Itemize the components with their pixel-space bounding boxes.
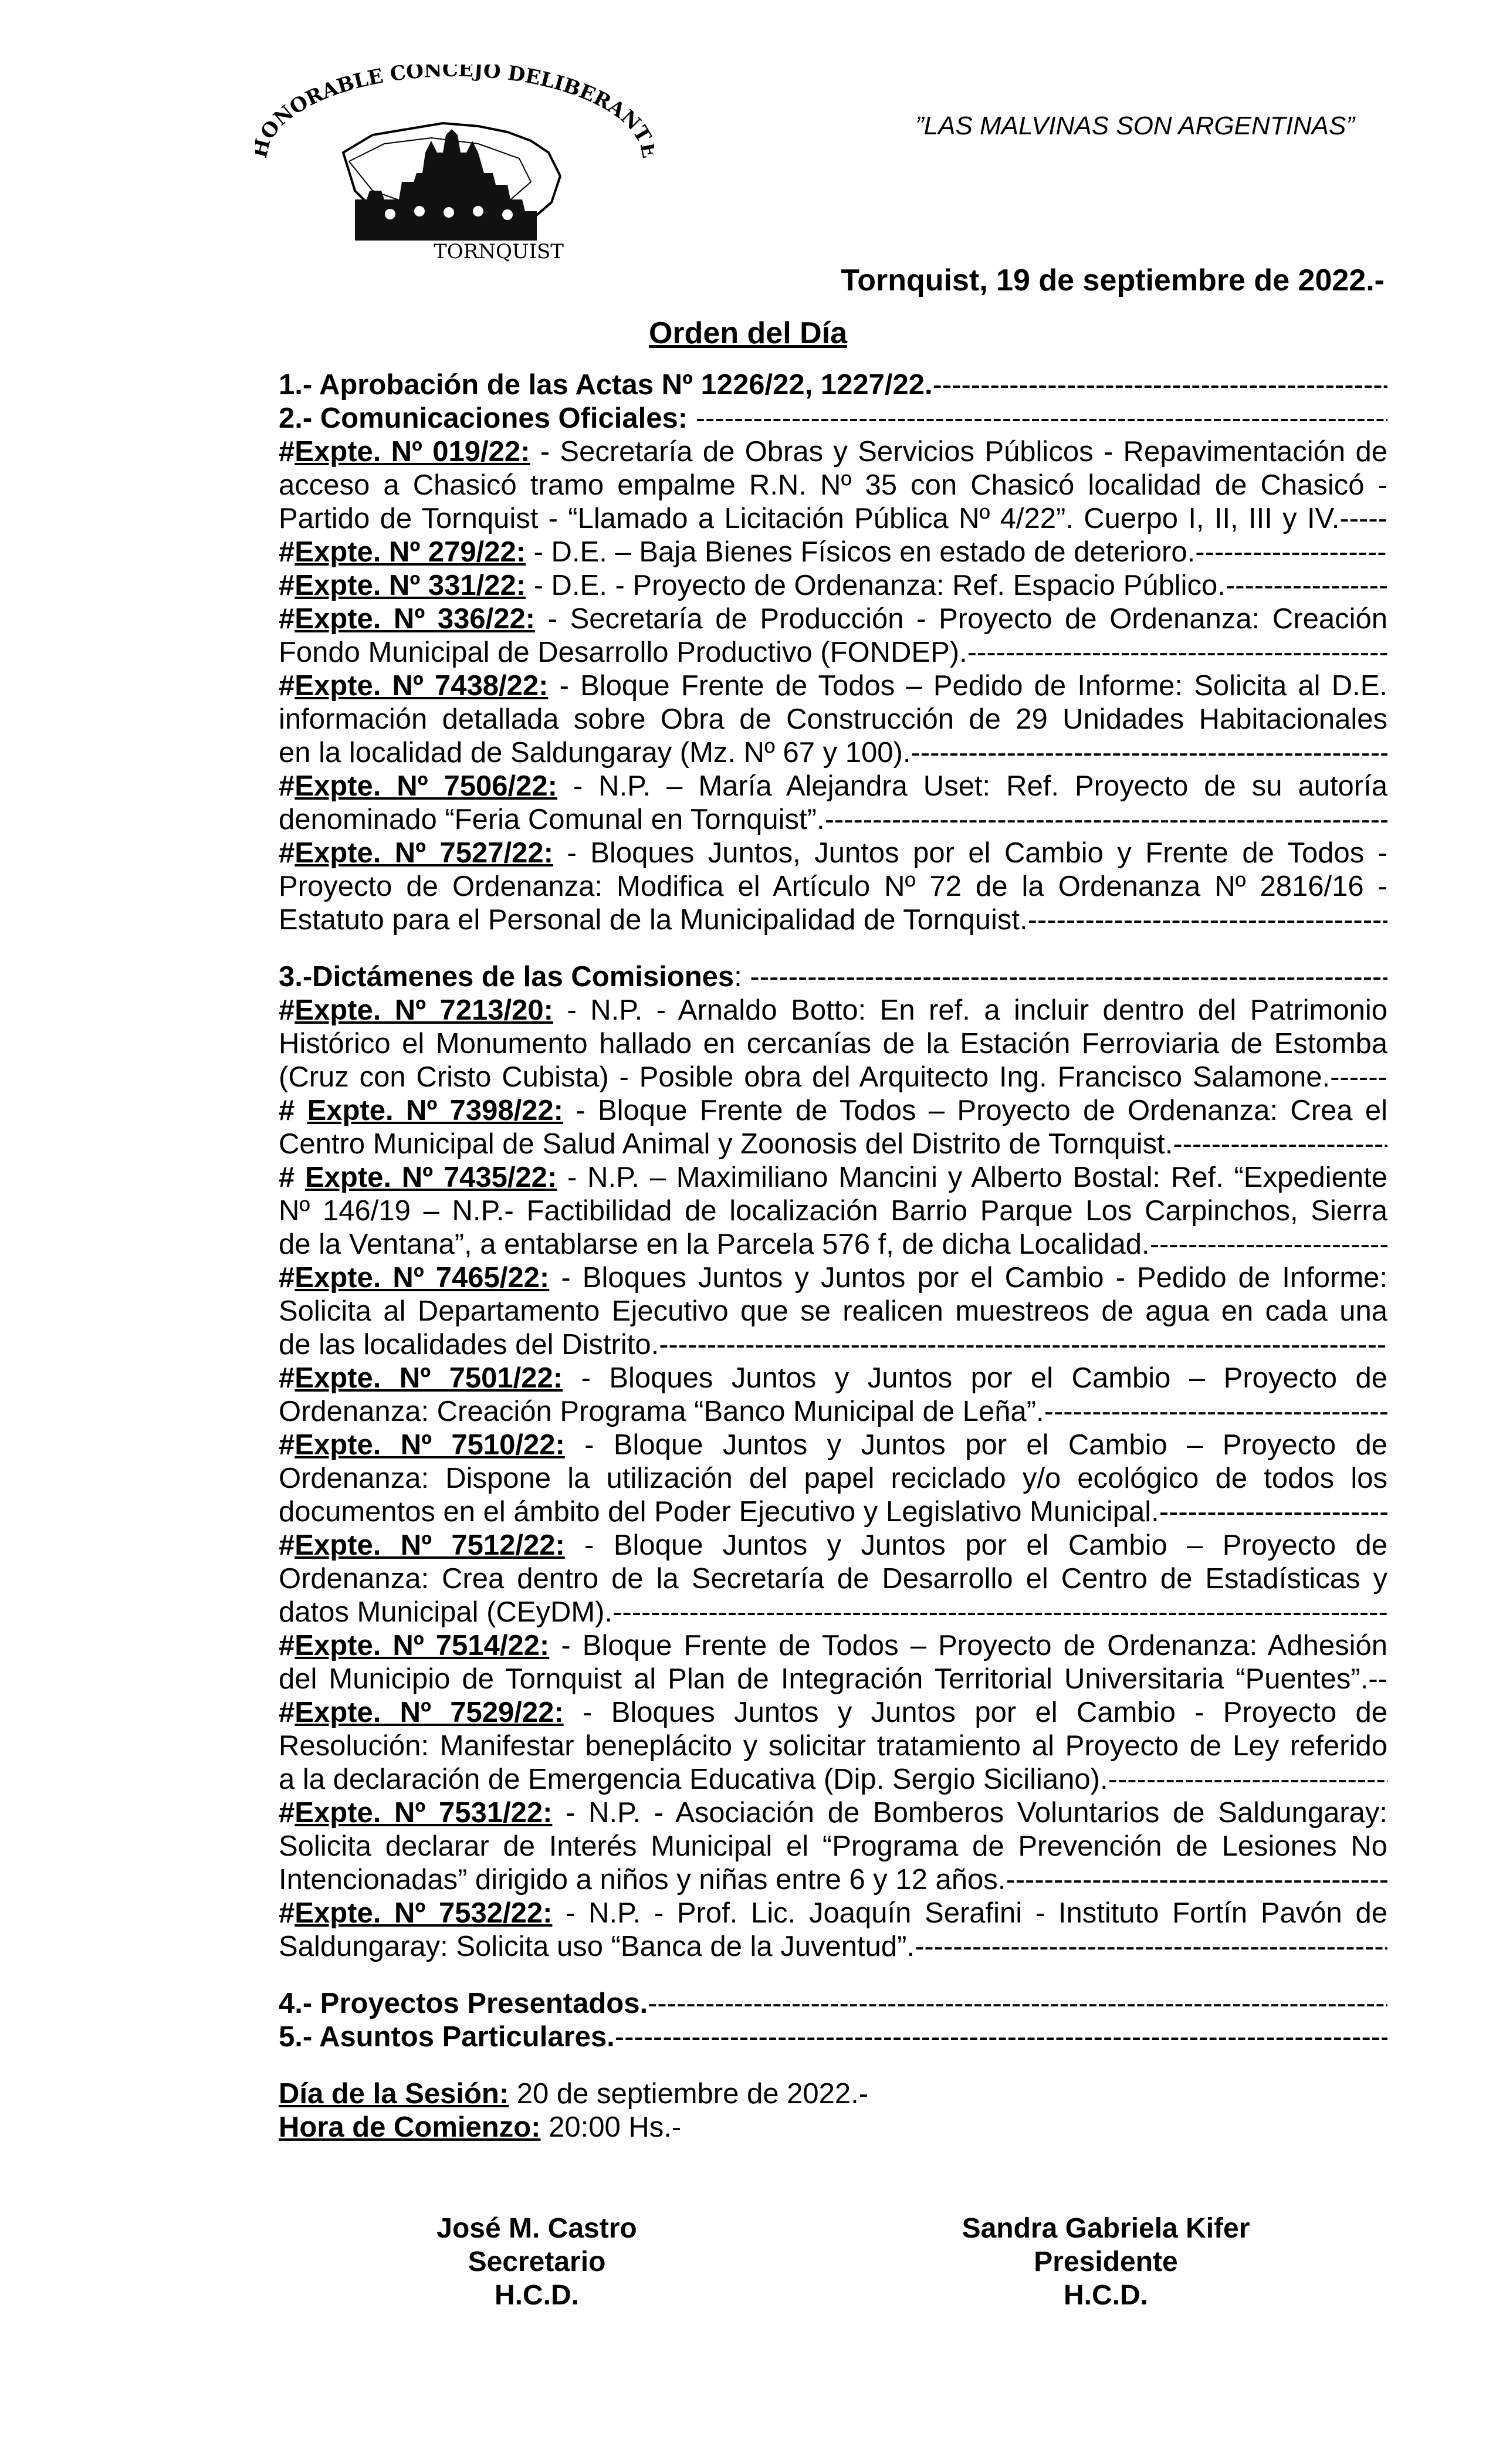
- line-text: datos Municipal (CEyDM).: [279, 1596, 613, 1628]
- agenda-line: [279, 1930, 1387, 1964]
- line-text: #: [279, 670, 295, 702]
- agenda-line: [279, 770, 1387, 803]
- agenda-line: [279, 994, 1387, 1027]
- line-text: 4.- Proyectos Presentados.: [279, 1988, 648, 2019]
- line-text: Ordenanza: Dispone la utilización del papel reciclado y/o ecológico de todos los: [279, 1463, 1387, 1494]
- line-text: de la Ventana”, a entablarse en la Parcela 576 f, de dicha Localidad.: [279, 1228, 1150, 1260]
- signer-body: H.C.D.: [1064, 2280, 1148, 2311]
- agenda-line: [279, 1863, 1387, 1897]
- line-text: :: [734, 961, 750, 993]
- agenda-line: [279, 469, 1387, 502]
- line-text: Ordenanza: Crea dentro de la Secretaría de Desarrollo el Centro de Estadísticas y: [279, 1563, 1387, 1595]
- line-text: - Bloque Frente de Todos – Pedido de Informe: Solicita al D.E.: [548, 670, 1387, 702]
- agenda-line: [279, 1897, 1387, 1930]
- line-text: #: [279, 1262, 295, 1294]
- line-text: #: [279, 994, 295, 1026]
- line-text: acceso a Chasicó tramo empalme R.N. Nº 35 con Chasicó localidad de Chasicó -: [279, 469, 1387, 501]
- agenda-line: [279, 2020, 1387, 2054]
- line-text: Solicita al Departamento Ejecutivo que se realicen muestreos de agua en cada una: [279, 1295, 1387, 1327]
- line-text: Resolución: Manifestar beneplácito y solicitar tratamiento al Proyecto de Ley referido: [279, 1730, 1387, 1762]
- expediente-ref: Día de la Sesión:: [279, 2078, 509, 2110]
- line-text: #: [279, 1897, 295, 1929]
- line-text: del Municipio de Tornquist al Plan de Integración Territorial Universitaria “Puentes”.--: [279, 1663, 1387, 1695]
- line-text: #: [279, 1429, 295, 1461]
- agenda-line: [279, 502, 1387, 536]
- line-text: Estatuto para el Personal de la Municipalidad de Tornquist.: [279, 904, 1028, 936]
- agenda-line: [279, 1429, 1387, 1462]
- line-text: #: [279, 1529, 295, 1561]
- agenda-line: [279, 669, 1387, 703]
- line-text: - Bloques Juntos y Juntos por el Cambio – Proyecto de: [563, 1362, 1387, 1394]
- agenda-line: [279, 2077, 1387, 2111]
- agenda-line: [279, 368, 1387, 402]
- agenda-line: [279, 569, 1387, 603]
- line-text: #: [279, 436, 295, 468]
- signature-secretary: [314, 2212, 760, 2312]
- line-text: 20 de septiembre de 2022.-: [509, 2078, 869, 2110]
- expediente-ref: Expte. Nº 279/22:: [295, 536, 526, 568]
- agenda-body: [279, 368, 1387, 2144]
- line-text: #: [279, 536, 295, 568]
- expediente-ref: Expte. Nº 7435/22:: [305, 1162, 557, 1193]
- line-text: - N.P. - Asociación de Bomberos Voluntarios de Saldungaray:: [552, 1797, 1387, 1829]
- line-text: #: [279, 1630, 295, 1661]
- expediente-ref: Hora de Comienzo:: [279, 2111, 541, 2143]
- expediente-ref: Expte. Nº 7213/20:: [295, 994, 553, 1026]
- agenda-line: [279, 2111, 1387, 2144]
- agenda-line: [279, 1295, 1387, 1328]
- agenda-line: [279, 636, 1387, 669]
- expediente-ref: Expte. Nº 7465/22:: [295, 1262, 550, 1294]
- line-text: 20:00 Hs.-: [540, 2111, 682, 2143]
- signer-body: H.C.D.: [495, 2280, 579, 2311]
- motto: ”LAS MALVINAS SON ARGENTINAS”: [915, 111, 1355, 140]
- line-text: #: [279, 603, 295, 635]
- line-text: Fondo Municipal de Desarrollo Productivo (FONDEP).: [279, 637, 967, 668]
- expediente-ref: Expte. Nº 7438/22:: [295, 670, 549, 702]
- agenda-line: [279, 803, 1387, 837]
- line-text: denominado “Feria Comunal en Tornquist”.: [279, 804, 825, 835]
- agenda-line: [279, 1596, 1387, 1629]
- line-text: 3.-Dictámenes de las Comisiones: [279, 961, 735, 993]
- line-text: - D.E. – Baja Bienes Físicos en estado de deterioro.: [526, 536, 1196, 568]
- expediente-ref: Expte. Nº 336/22:: [295, 603, 536, 635]
- line-text: #: [279, 837, 295, 869]
- expediente-ref: Expte. Nº 7398/22:: [307, 1095, 564, 1126]
- line-text: - Bloques Juntos y Juntos por el Cambio - Pedido de Informe:: [549, 1262, 1387, 1294]
- line-text: - Bloque Juntos y Juntos por el Cambio – Proyecto de: [564, 1429, 1387, 1461]
- signer-name: José M. Castro: [436, 2213, 637, 2244]
- line-text: de las localidades del Distrito.: [279, 1329, 659, 1360]
- agenda-line: [279, 1061, 1387, 1094]
- expediente-ref: Expte. Nº 7506/22:: [295, 770, 557, 802]
- document-title: Orden del Día: [648, 316, 848, 350]
- line-text: - Bloque Frente de Todos – Proyecto de Ordenanza: Crea el: [563, 1095, 1387, 1126]
- line-text: #: [279, 770, 295, 802]
- agenda-line: [279, 1629, 1387, 1663]
- line-text: #: [279, 1162, 305, 1193]
- agenda-line: [279, 435, 1387, 469]
- line-text: - D.E. - Proyecto de Ordenanza: Ref. Espacio Público.: [526, 570, 1226, 601]
- section-gap: [279, 1964, 1387, 1987]
- line-text: en la localidad de Saldungaray (Mz. Nº 67 y 100).: [279, 737, 911, 769]
- agenda-line: [279, 903, 1387, 937]
- agenda-line: [279, 870, 1387, 903]
- line-text: (Cruz con Cristo Cubista) - Posible obra del Arquitecto Ing. Francisco Salamone.------: [279, 1061, 1387, 1093]
- line-text: Proyecto de Ordenanza: Modifica el Artículo Nº 72 de la Ordenanza Nº 2816/16 -: [279, 871, 1387, 902]
- signer-role: Presidente: [1034, 2246, 1178, 2277]
- line-text: #: [279, 1362, 295, 1394]
- agenda-line: [279, 603, 1387, 636]
- agenda-line: [279, 1529, 1387, 1562]
- agenda-line: [279, 1830, 1387, 1863]
- expediente-ref: Expte. Nº 019/22:: [295, 436, 530, 468]
- agenda-line: [279, 1094, 1387, 1128]
- line-text: a la declaración de Emergencia Educativa (Dip. Sergio Siciliano).: [279, 1764, 1108, 1795]
- agenda-line: [279, 1128, 1387, 1161]
- line-text: #: [279, 570, 295, 601]
- agenda-line: [279, 1194, 1387, 1228]
- agenda-line: [279, 1362, 1387, 1395]
- line-text: documentos en el ámbito del Poder Ejecutivo y Legislativo Municipal.: [279, 1496, 1159, 1528]
- expediente-ref: Expte. Nº 7512/22:: [295, 1529, 565, 1561]
- expediente-ref: Expte. Nº 331/22:: [295, 570, 526, 601]
- expediente-ref: Expte. Nº 7514/22:: [295, 1630, 550, 1661]
- line-text: 2.- Comunicaciones Oficiales:: [279, 402, 688, 434]
- line-text: - Bloques Juntos, Juntos por el Cambio y Frente de Todos -: [553, 837, 1387, 869]
- line-text: - Bloque Juntos y Juntos por el Cambio – Proyecto de: [564, 1529, 1387, 1561]
- agenda-line: [279, 402, 1387, 435]
- agenda-line: [279, 1796, 1387, 1830]
- agenda-line: [279, 1696, 1387, 1729]
- agenda-line: [279, 736, 1387, 770]
- agenda-line: [279, 1161, 1387, 1194]
- line-text: #: [279, 1697, 295, 1728]
- line-text: - N.P. - Arnaldo Botto: En ref. a incluir dentro del Patrimonio: [553, 994, 1387, 1026]
- line-text: Centro Municipal de Salud Animal y Zoonosis del Distrito de Tornquist.: [279, 1128, 1173, 1160]
- line-text: Nº 146/19 – N.P.- Factibilidad de localización Barrio Parque Los Carpinchos, Sierra: [279, 1195, 1387, 1227]
- line-text: información detallada sobre Obra de Construcción de 29 Unidades Habitacionales: [279, 703, 1387, 735]
- line-text: Solicita declarar de Interés Municipal el “Programa de Prevención de Lesiones No: [279, 1830, 1387, 1862]
- agenda-line: [279, 1328, 1387, 1362]
- signature-president: [883, 2212, 1329, 2312]
- line-text: - Secretaría de Producción - Proyecto de Ordenanza: Creación: [535, 603, 1387, 635]
- line-text: - Bloques Juntos y Juntos por el Cambio - Proyecto de: [563, 1697, 1387, 1728]
- agenda-line: [279, 1395, 1387, 1429]
- agenda-line: [279, 536, 1387, 569]
- line-text: 1.- Aprobación de las Actas Nº 1226/22, 1227/22.: [279, 369, 933, 401]
- agenda-line: [279, 703, 1387, 736]
- expediente-ref: Expte. Nº 7527/22:: [295, 837, 553, 869]
- agenda-line: [279, 1495, 1387, 1529]
- line-text: Saldungaray: Solicita uso “Banca de la Juventud”.: [279, 1931, 915, 1962]
- document-date: Tornquist, 19 de septiembre de 2022.-: [841, 263, 1385, 297]
- agenda-line: [279, 1763, 1387, 1796]
- signer-role: Secretario: [468, 2246, 606, 2277]
- section-gap: [279, 2054, 1387, 2077]
- line-text: - N.P. - Prof. Lic. Joaquín Serafini - Instituto Fortín Pavón de: [552, 1897, 1387, 1929]
- expediente-ref: Expte. Nº 7532/22:: [295, 1897, 553, 1929]
- logo-arc-text: ONORABLE CONCEJO DELIBERANT: [256, 65, 654, 147]
- agenda-line: [279, 1663, 1387, 1696]
- council-logo: [255, 65, 654, 270]
- line-text: - N.P. – Maximiliano Mancini y Alberto Bostal: Ref. “Expediente: [557, 1162, 1387, 1193]
- line-text: - Bloque Frente de Todos – Proyecto de Ordenanza: Adhesión: [549, 1630, 1387, 1661]
- expediente-ref: Expte. Nº 7501/22:: [295, 1362, 563, 1394]
- agenda-line: [279, 1228, 1387, 1261]
- line-text: Histórico el Monumento hallado en cercanías de la Estación Ferroviaria de Estomba: [279, 1028, 1387, 1060]
- line-text: Ordenanza: Creación Programa “Banco Municipal de Leña”.: [279, 1396, 1044, 1427]
- expediente-ref: Expte. Nº 7510/22:: [295, 1429, 565, 1461]
- council-logo-graphic: [255, 65, 654, 270]
- line-text: 5.- Asuntos Particulares.: [279, 2021, 615, 2053]
- expediente-ref: Expte. Nº 7531/22:: [295, 1797, 553, 1829]
- signer-name: Sandra Gabriela Kifer: [962, 2213, 1250, 2244]
- agenda-line: [279, 1987, 1387, 2020]
- line-text: #: [279, 1095, 307, 1126]
- line-text: Partido de Tornquist - “Llamado a Licitación Pública Nº 4/22”. Cuerpo I, II, III y IV.-----: [279, 503, 1387, 534]
- agenda-line: [279, 1729, 1387, 1763]
- expediente-ref: Expte. Nº 7529/22:: [295, 1697, 564, 1728]
- line-text: [688, 402, 696, 434]
- section-gap: [279, 937, 1387, 960]
- line-text: Intencionadas” dirigido a niños y niñas entre 6 y 12 años.: [279, 1864, 1006, 1896]
- agenda-line: [279, 1462, 1387, 1495]
- logo-subtext: TORNQUIST: [434, 240, 564, 263]
- agenda-line: [279, 1027, 1387, 1061]
- agenda-line: [279, 1261, 1387, 1295]
- line-text: - N.P. – María Alejandra Uset: Ref. Proyecto de su autoría: [557, 770, 1387, 802]
- agenda-line: [279, 837, 1387, 870]
- line-text: #: [279, 1797, 295, 1829]
- line-text: - Secretaría de Obras y Servicios Públicos - Repavimentación de: [530, 436, 1387, 468]
- agenda-line: [279, 1562, 1387, 1596]
- agenda-line: [279, 960, 1387, 994]
